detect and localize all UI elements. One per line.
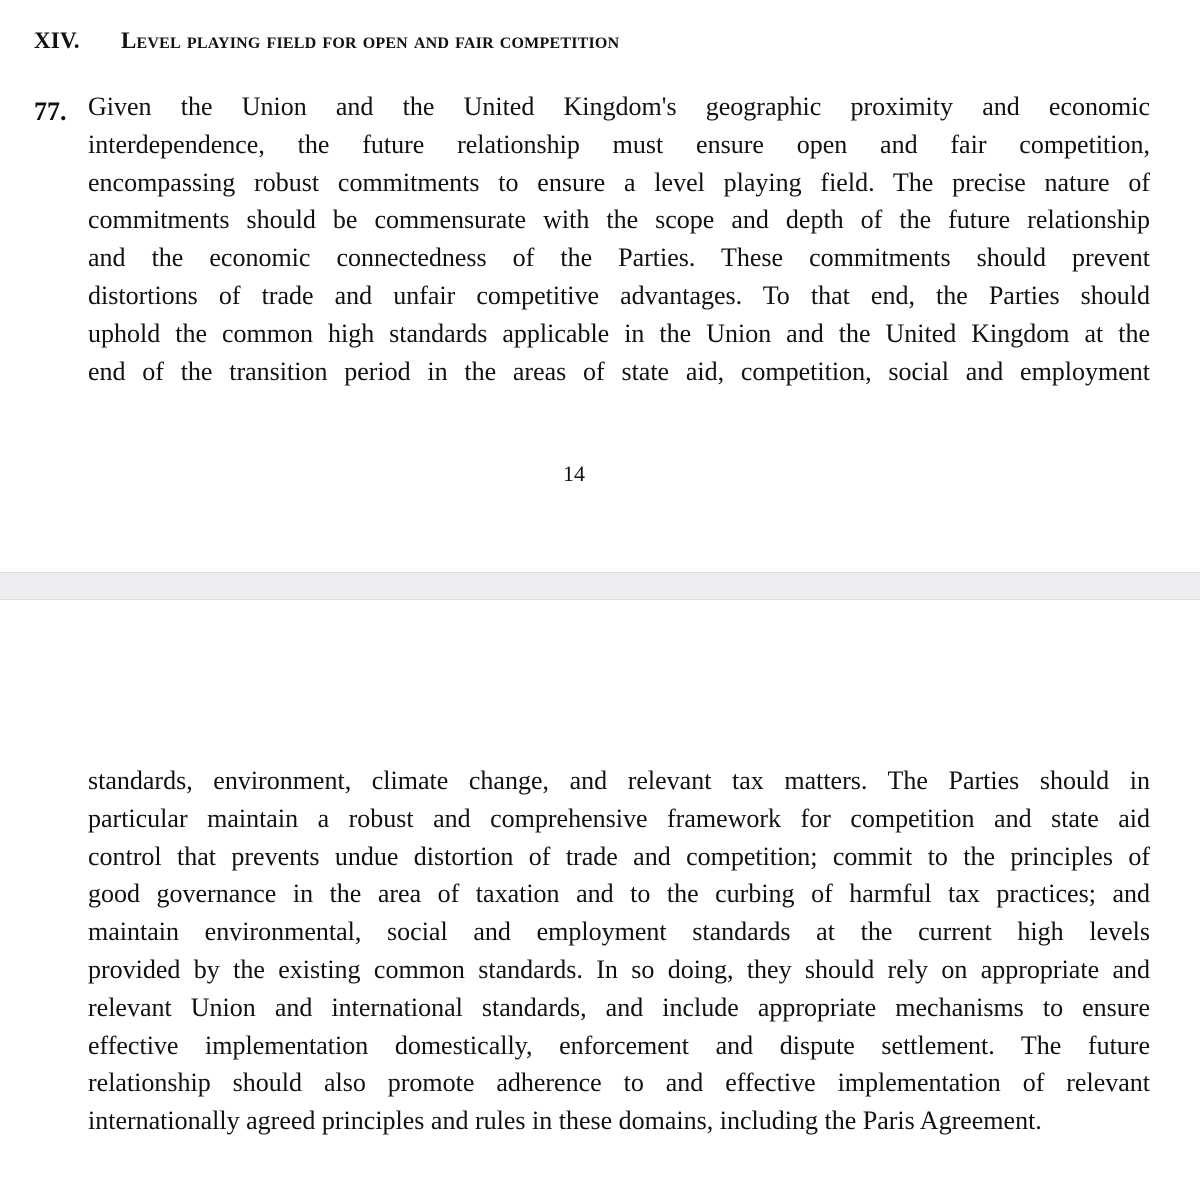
text-line: relevant Union and international standards, and include appropriate mechanisms to ensure (88, 992, 1150, 1022)
text-line: end of the transition period in the areas of state aid, competition, social and employment (88, 356, 1150, 386)
paragraph-text-page-15 (88, 762, 1150, 1140)
text-line: particular maintain a robust and comprehensive framework for competition and state aid (88, 803, 1150, 833)
section-number: XIV. (34, 28, 80, 53)
page-separator (0, 572, 1200, 600)
text-line: standards, environment, climate change, and relevant tax matters. The Parties should in (88, 766, 1150, 795)
text-line: good governance in the area of taxation and to the curbing of harmful tax practices; and (88, 879, 1150, 909)
text-line: Given the Union and the United Kingdom's geographic proximity and economic (88, 92, 1150, 121)
text-line: commitments should be commensurate with the scope and depth of the future relationship (88, 205, 1150, 235)
text-line: control that prevents undue distortion of trade and competition; commit to the principles of (88, 841, 1150, 871)
page-number: 14 (563, 461, 585, 486)
section-heading (34, 28, 619, 54)
text-line: encompassing robust commitments to ensure a level playing field. The precise nature of (88, 167, 1150, 197)
section-title: Level playing field for open and fair competition (121, 28, 620, 53)
text-line: effective implementation domestically, enforcement and dispute settlement. The future (88, 1030, 1150, 1060)
text-line: provided by the existing common standards. In so doing, they should rely on appropriate and (88, 954, 1150, 984)
text-line: internationally agreed principles and rules in these domains, including the Paris Agreement. (88, 1106, 1042, 1136)
paragraph-number: 77. (34, 97, 67, 126)
text-line: uphold the common high standards applicable in the Union and the United Kingdom at the (88, 318, 1150, 348)
text-line: distortions of trade and unfair competitive advantages. To that end, the Parties should (88, 280, 1150, 310)
text-line: relationship should also promote adherence to and effective implementation of relevant (88, 1068, 1150, 1098)
text-line: and the economic connectedness of the Parties. These commitments should prevent (88, 243, 1150, 273)
document-page-14 (0, 0, 1200, 572)
text-line: maintain environmental, social and employment standards at the current high levels (88, 917, 1150, 947)
text-line: interdependence, the future relationship must ensure open and fair competition, (88, 129, 1150, 159)
paragraph-text-page-14 (88, 88, 1150, 390)
